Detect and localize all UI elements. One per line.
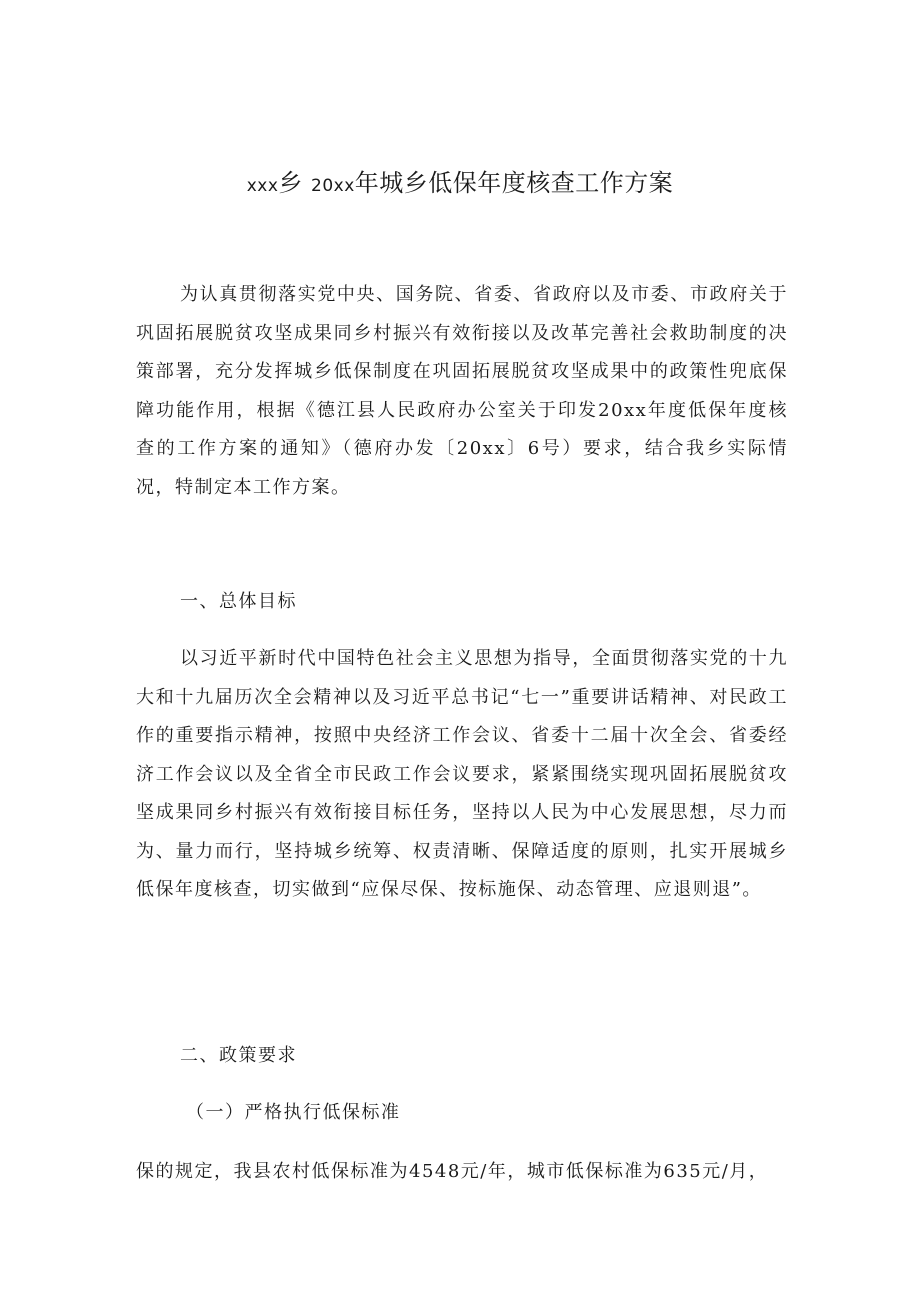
subsection1-heading: （一）严格执行低保标准 [186, 1102, 401, 1123]
title-year: 20xx [311, 176, 355, 196]
title-rest: 年城乡低保年度核查工作方案 [354, 169, 674, 197]
title-part1: 乡 [278, 169, 303, 197]
section2-heading: 二、政策要求 [180, 1045, 297, 1066]
section1-paragraph: 以习近平新时代中国特色社会主义思想为指导，全面贯彻落实党的十九大和十九届历次全会精神以及习近平总书记“七一”重要讲话精神、对民政工作的重要指示精神，按照中央经济工作会议、省委十二届十次全会、省委经济工作会议以及全省全市民政工作会议要求，紧紧围绕实现巩固拓展脱贫攻坚成果同乡村振兴有效衔接目标任务，坚持以人民为中心发展思想，尽力而为、量力而行，坚持城乡统筹、权责清晰、保障适度的原则，扎实开展城乡低保年度核查，切实做到“应保尽保、按标施保、动态管理、应退则退”。 [136, 648, 788, 900]
subsection1-paragraph: 保的规定，我县农村低保标准为4548元/年，城市低保标准为635元/月， [136, 1161, 769, 1182]
section1-heading: 一、总体目标 [180, 591, 297, 612]
title-prefix: xxx [246, 176, 279, 196]
document-title [0, 163, 920, 206]
intro-paragraph: 为认真贯彻落实党中央、国务院、省委、省政府以及市委、市政府关于巩固拓展脱贫攻坚成果同乡村振兴有效衔接以及改革完善社会救助制度的决策部署，充分发挥城乡低保制度在巩固拓展脱贫攻坚成果中的政策性兜底保障功能作用，根据《德江县人民政府办公室关于印发20xx年度低保年度核查的工作方案的通知》（德府办发〔20xx〕6号）要求，结合我乡实际情况，特制定本工作方案。 [136, 284, 788, 498]
